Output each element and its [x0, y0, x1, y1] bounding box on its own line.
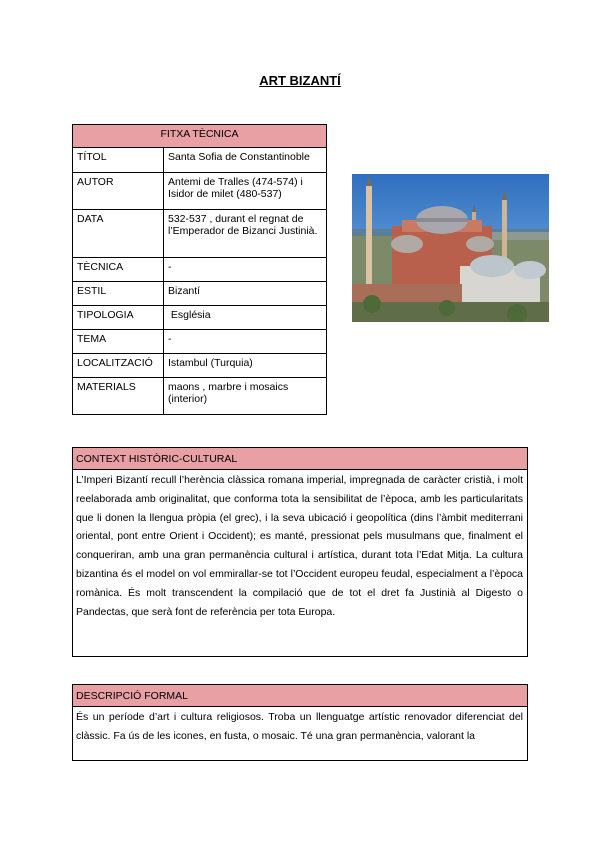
fitxa-value-tecnica: - — [164, 258, 327, 282]
hagia-sophia-photo — [352, 174, 549, 322]
fitxa-value-data: 532-537 , durant el regnat de l’Emperador de Bizanci Justinià. — [164, 210, 327, 258]
fitxa-value-estil: Bizantí — [164, 282, 327, 306]
context-section — [72, 447, 528, 657]
fitxa-key-localitzacio: LOCALITZACIÓ — [73, 354, 164, 378]
fitxa-header: FITXA TÈCNICA — [73, 125, 327, 148]
fitxa-key-tema: TEMA — [73, 330, 164, 354]
description-text: És un període d’art i cultura religiosos. Troba un llenguatge artístic renovador diferenciat del clàssic. Fa ús de les icones, en fusta, o mosaic. Té una gran permanència, valorant la — [76, 711, 523, 742]
page-title: ART BIZANTÍ — [259, 73, 341, 88]
fitxa-value-tipologia: Església — [164, 306, 327, 330]
fitxa-value-tema: - — [164, 330, 327, 354]
description-section — [72, 684, 528, 761]
fitxa-key-titol: TÍTOL — [73, 148, 164, 173]
fitxa-key-autor: AUTOR — [73, 173, 164, 210]
fitxa-value-localitzacio: Istambul (Turquia) — [164, 354, 327, 378]
fitxa-key-estil: ESTIL — [73, 282, 164, 306]
fitxa-key-materials: MATERIALS — [73, 378, 164, 415]
fitxa-value-autor: Antemi de Tralles (474-574) i Isidor de milet (480-537) — [164, 173, 327, 210]
hagia-sophia-illustration — [352, 174, 549, 322]
fitxa-value-materials: maons , marbre i mosaics (interior) — [164, 378, 327, 415]
fitxa-key-tipologia: TIPOLOGIA — [73, 306, 164, 330]
context-heading: CONTEXT HISTÒRIC-CULTURAL — [73, 448, 527, 470]
fitxa-tecnica-table — [72, 124, 327, 415]
fitxa-key-data: DATA — [73, 210, 164, 258]
fitxa-key-tecnica: TÈCNICA — [73, 258, 164, 282]
context-text: L’Imperi Bizantí recull l’herència clàssica romana imperial, impregnada de caràcter cristià, i molt reelaborada amb originalitat, que conforma tota la sensibilitat de l’època, amb les particularitats que li donen la llengua pròpia (el grec), i la seva ubicació i geopolítica (dins l’àmbit mediterrani oriental, pont entre Orient i Occident); es manté, pressionat pels musulmans que, finalment el conqueriran, amb una gran permanència cultural i artística, durant tota l’Edat Mitja. La cultura bizantina és el model on vol emmirallar-se tot l’Occident europeu feudal, especialment a l’època romànica. És molt transcendent la compilació que de tot el dret fa Justinià al Digesto o Pandectas, que serà font de referència per tota Europa. — [76, 474, 523, 618]
fitxa-value-titol: Santa Sofia de Constantinoble — [164, 148, 327, 173]
description-heading: DESCRIPCIÓ FORMAL — [73, 685, 527, 707]
